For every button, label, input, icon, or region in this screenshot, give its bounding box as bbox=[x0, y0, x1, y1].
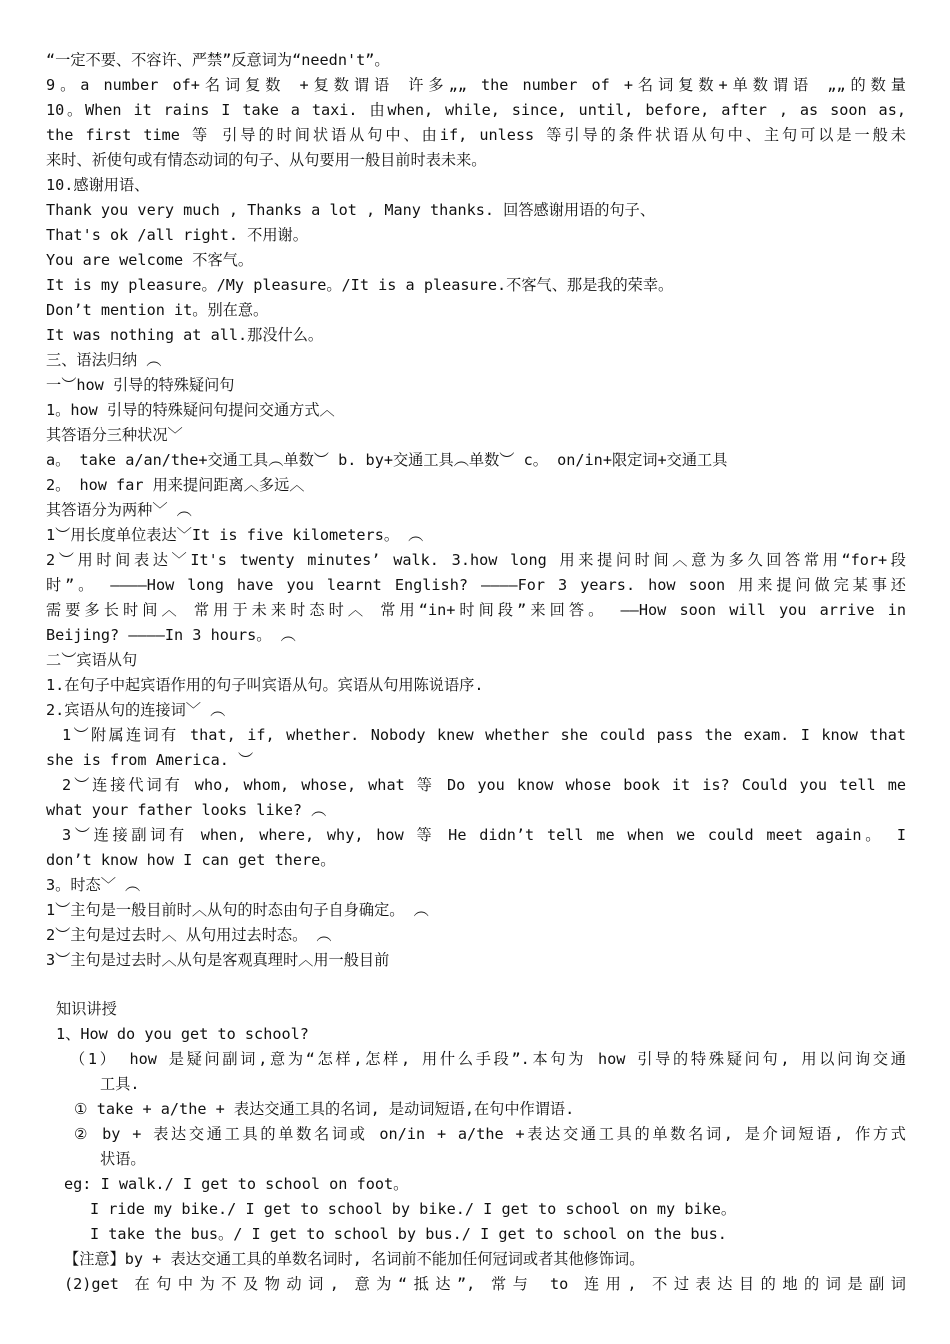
text-line: ① take + a/the + 表达交通工具的名词, 是动词短语,在句中作谓语. bbox=[74, 1100, 575, 1118]
text-line: 时”。 ————How long have you learnt English? ————For 3 years. how soon 用来提问做完某事还 bbox=[46, 576, 906, 594]
note-line: 【注意】by + 表达交通工具的单数名词时, 名词前不能加任何冠词或者其他修饰词。 bbox=[64, 1250, 645, 1268]
subsection-heading: 一︶how 引导的特殊疑问句 bbox=[46, 376, 235, 394]
text-line: 3︶连接副词有 when, where, why, how 等 He didn’t tell me when we could meet again。 I bbox=[62, 826, 906, 844]
text-line: 其答语分三种状况﹀ bbox=[46, 426, 183, 444]
text-line: 2︶主句是过去时︿ 从句用过去时态。 ︵ bbox=[46, 926, 332, 944]
text-line: Beijing? ————In 3 hours。 ︵ bbox=[46, 626, 296, 644]
text-line: 1。how 引导的特殊疑问句提问交通方式︿ bbox=[46, 401, 335, 419]
text-line: eg: I walk./ I get to school on foot。 bbox=[64, 1175, 409, 1193]
text-line: 其答语分为两种﹀ ︵ bbox=[46, 501, 192, 519]
text-line: 1︶用长度单位表达﹀It is five kilometers。 ︵ bbox=[46, 526, 424, 544]
section-heading: 三、语法归纳 ︵ bbox=[46, 351, 162, 369]
text-line: 3︶主句是过去时︿从句是客观真理时︿用一般目前 bbox=[46, 951, 390, 969]
text-line: 需要多长时间︿ 常用于未来时态时︿ 常用“in+时间段”来回答。 ——How soon will you arrive in bbox=[46, 601, 906, 619]
text-line: what your father looks like? ︵ bbox=[46, 801, 327, 819]
text-line: 2︶用时间表达﹀It's twenty minutes’ walk. 3.how long 用来提问时间︿意为多久回答常用“for+段 bbox=[46, 551, 906, 569]
text-line: Don’t mention it。别在意。 bbox=[46, 301, 269, 319]
text-line: It was nothing at all.那没什么。 bbox=[46, 326, 324, 344]
text-line: That's ok /all right. 不用谢。 bbox=[46, 226, 308, 244]
text-line: 2.宾语从句的连接词﹀ ︵ bbox=[46, 701, 226, 719]
text-line: 工具. bbox=[100, 1075, 140, 1093]
text-line: I ride my bike./ I get to school by bike./ I get to school on my bike。 bbox=[90, 1200, 737, 1218]
text-line: don’t know how I can get there。 bbox=[46, 851, 336, 869]
text-line: （1） how 是疑问副词,意为“怎样,怎样, 用什么手段”.本句为 how 引导的特殊疑问句, 用以问询交通 bbox=[70, 1050, 906, 1068]
text-line: 1︶附属连词有 that, if, whether. Nobody knew whether she could pass the exam. I know that bbox=[62, 726, 906, 744]
text-line: Thank you very much , Thanks a lot , Many thanks. 回答感谢用语的句子、 bbox=[46, 201, 656, 219]
text-line: 1.在句子中起宾语作用的句子叫宾语从句。宾语从句用陈说语序. bbox=[46, 676, 484, 694]
text-line: (2)get 在句中为不及物动词, 意为“抵达”, 常与 to 连用, 不过表达目的地的词是副词 bbox=[64, 1275, 906, 1293]
text-line: You are welcome 不客气。 bbox=[46, 251, 254, 269]
text-line: a。 take a/an/the+交通工具︵单数︶ b. by+交通工具︵单数︶ c。 on/in+限定词+交通工具 bbox=[46, 451, 728, 469]
text-line: 1︶主句是一般目前时︿从句的时态由句子自身确定。 ︵ bbox=[46, 901, 429, 919]
text-line: 来时、祈使句或有情态动词的句子、从句要用一般目前时表未来。 bbox=[46, 151, 487, 169]
text-line: 3。时态﹀ ︵ bbox=[46, 876, 141, 894]
text-line: 2。 how far 用来提问距离︿多远︿ bbox=[46, 476, 305, 494]
text-line: she is from America. ︶ bbox=[46, 751, 254, 769]
text-line: I take the bus。/ I get to school by bus./ I get to school on the bus. bbox=[90, 1225, 727, 1243]
subsection-heading: 二︶宾语从句 bbox=[46, 651, 138, 669]
text-line: 状语。 bbox=[100, 1150, 146, 1168]
text-line: “一定不要、不容许、严禁”反意词为“needn't”。 bbox=[46, 51, 390, 69]
text-line: 9。a number of+名词复数 +复数谓语 许多„„ the number of +名词复数+单数谓语 „„的数量 bbox=[46, 76, 906, 94]
text-line: 1、How do you get to school? bbox=[56, 1025, 309, 1043]
text-line: the first time 等 引导的时间状语从句中、由if, unless 等引导的条件状语从句中、主句可以是一般未 bbox=[46, 126, 906, 144]
text-line: 2︶连接代词有 who, whom, whose, what 等 Do you know whose book it is? Could you tell me bbox=[62, 776, 906, 794]
text-line: 10。When it rains I take a taxi. 由when, while, since, until, before, after , as soon as, bbox=[46, 101, 906, 119]
text-line: ② by + 表达交通工具的单数名词或 on/in + a/the +表达交通工具的单数名词, 是介词短语, 作方式 bbox=[74, 1125, 906, 1143]
text-line: It is my pleasure。/My pleasure。/It is a pleasure.不客气、那是我的荣幸。 bbox=[46, 276, 674, 294]
section-heading: 10.感谢用语、 bbox=[46, 176, 150, 194]
section-heading: 知识讲授 bbox=[56, 1000, 117, 1018]
